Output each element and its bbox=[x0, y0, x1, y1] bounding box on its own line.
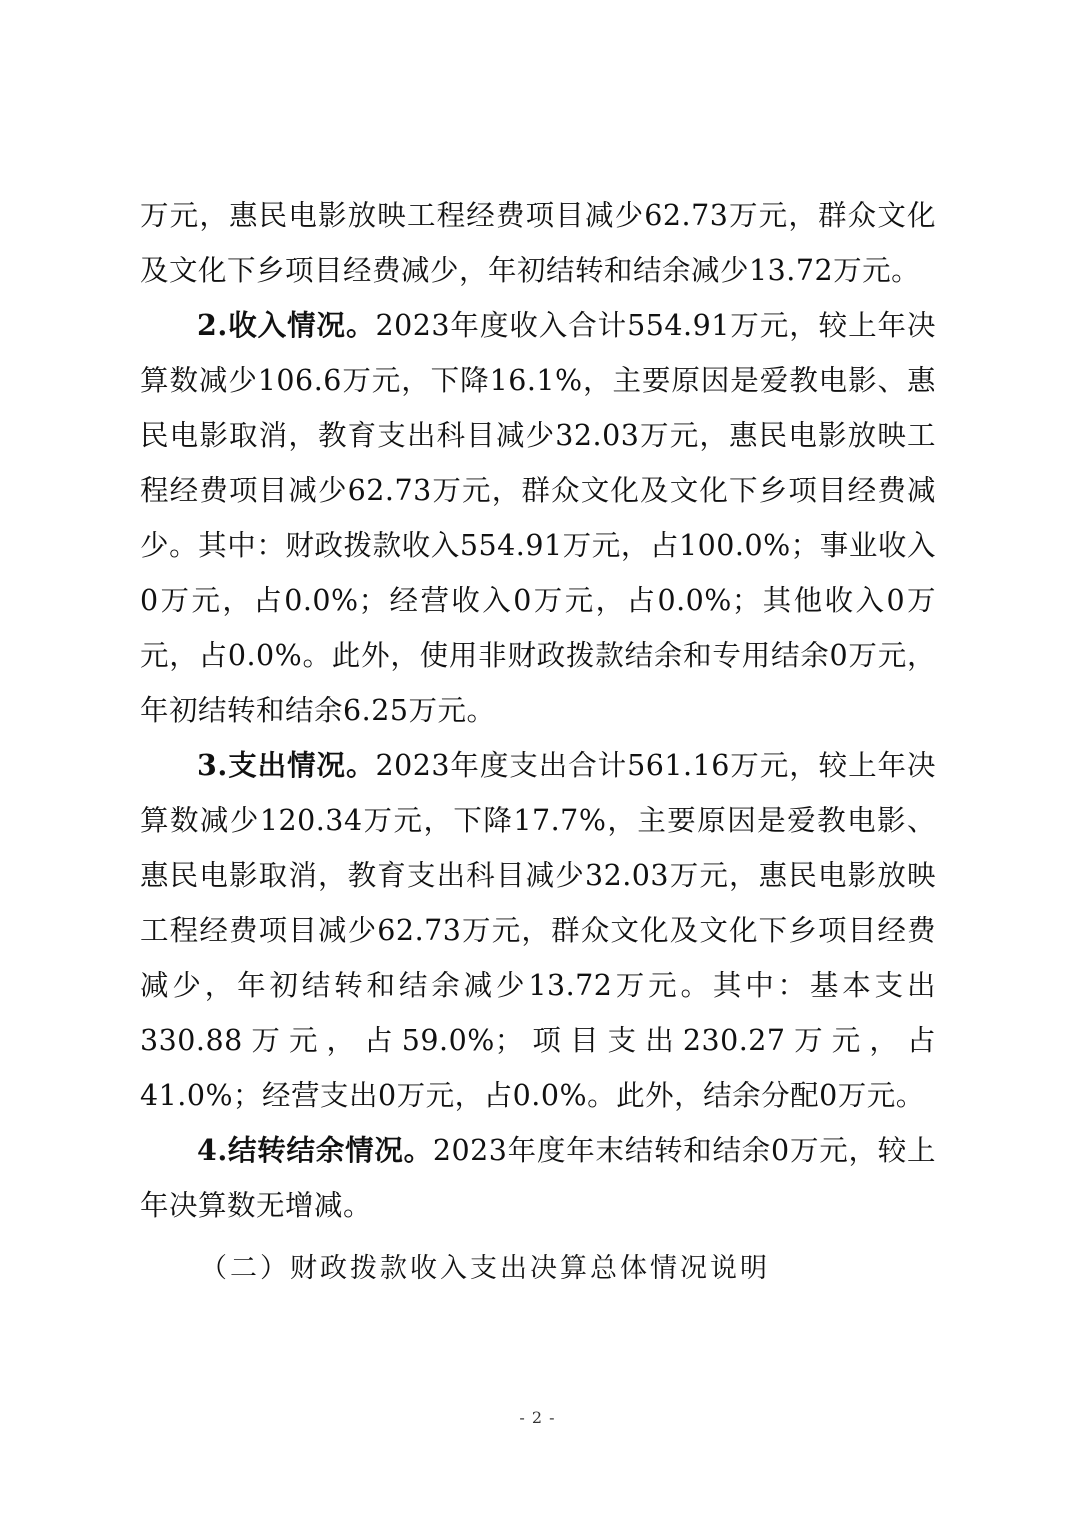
income-text: 2023年度收入合计554.91万元，较上年决算数减少106.6万元，下降16.1%，主要原因是爱教电影、惠民电影取消，教育支出科目减少32.03万元，惠民电影放映工程经费项目减少62.73万元，群众文化及文化下乡项目经费减少。其中：财政拨款收入554.91万元，占100.0%；事业收入0万元，占0.0%；经营收入0万元，占0.0%；其他收入0万元，占0.0%。此外，使用非财政拨款结余和专用结余0万元，年初结转和结余6.25万元。 bbox=[140, 309, 936, 727]
document-body bbox=[140, 188, 936, 1296]
balance-text: 2023年度年末结转和结余0万元，较上年决算数无增减。 bbox=[140, 1134, 936, 1222]
expenditure-paragraph bbox=[140, 738, 936, 1123]
section-heading: （二）财政拨款收入支出决算总体情况说明 bbox=[200, 1253, 770, 1284]
expenditure-text: 2023年度支出合计561.16万元，较上年决算数减少120.34万元，下降17.7%，主要原因是爱教电影、惠民电影取消，教育支出科目减少32.03万元，惠民电影放映工程经费项目减少62.73万元，群众文化及文化下乡项目经费减少，年初结转和结余减少13.72万元。其中：基本支出330.88万元，占59.0%；项目支出230.27万元，占41.0%；经营支出0万元，占0.0%。此外，结余分配0万元。 bbox=[140, 749, 936, 1112]
balance-heading: 4.结转结余情况。 bbox=[197, 1133, 433, 1167]
income-heading: 2.收入情况。 bbox=[197, 308, 376, 342]
income-paragraph bbox=[140, 298, 936, 738]
continuation-paragraph: 万元，惠民电影放映工程经费项目减少62.73万元，群众文化及文化下乡项目经费减少，年初结转和结余减少13.72万元。 bbox=[140, 199, 936, 287]
expenditure-heading: 3.支出情况。 bbox=[197, 748, 376, 782]
page-number: - 2 - bbox=[519, 1408, 556, 1427]
balance-paragraph bbox=[140, 1123, 936, 1233]
